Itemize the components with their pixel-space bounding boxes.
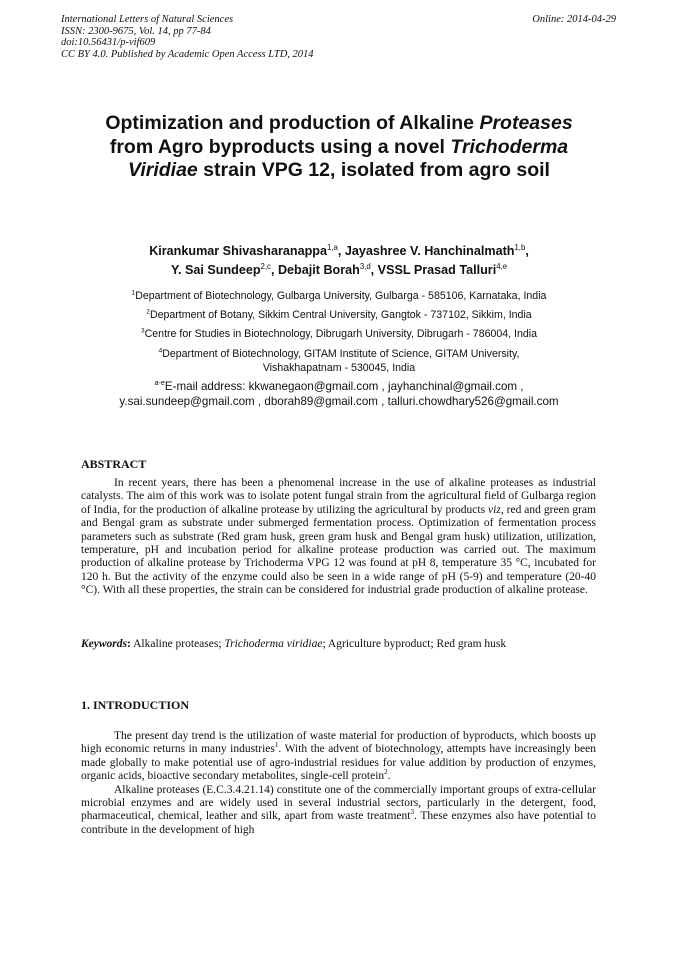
- author-name: VSSL Prasad Talluri: [377, 263, 497, 277]
- journal-header: [61, 14, 314, 60]
- affiliation-3: $^3$Centre for Studies in Biotechnology, Dibrugarh University, Dibrugarh - 786004, India: [140, 327, 538, 340]
- paper-title: Optimization and production of Alkaline Proteases from Agro byproducts using a novel Trichoderma Viridiae strain VPG 12, isolated from agro soil: [105, 112, 573, 181]
- issn-line: ISSN: 2300-9675, Vol. 14, pp 77-84: [61, 25, 211, 37]
- author-name: Debajit Borah: [277, 263, 360, 277]
- abstract-body: In recent years, there has been a phenomenal increase in the use of alkaline proteases as industrial catalysts. The aim of this work was to isolate potent fungal strain from the agricultural field of Gulbarga region of India, for the production of alkaline protease by utilizing the agricultural by products viz, red and green gram and Bengal gram as substrate under submerged fermentation process. Optimization of fermentation process parameters such as substrate (Red gram husk, green gram husk and Bengal gram husk) utilization, utilization, temperature, pH and incubation period for alkaline protease production was carried out. The maximum production of alkaline protease by Trichoderma VPG 12 was found at pH 8, temperature 35 °C, incubated for 120 h. But the activity of the enzyme could also be seen in a wide range of pH (5-9) and temperature (20-40 °C). With all these properties, the strain can be considered for industrial grade production of alkaline protease.: [81, 477, 596, 597]
- affiliations: [60, 287, 618, 377]
- email-addresses: $^{a-e}$E-mail address: kkwanegaon@gmail.com , jayhanchinal@gmail.com , y.sai.sundeep@gmail.com , dborah89@gmail.com , talluri.chowdhary526@gmail.com: [119, 378, 559, 408]
- author-list: [40, 242, 638, 280]
- abstract-heading: ABSTRACT: [81, 457, 147, 471]
- author-line-2: Y. Sai Sundeep$^{2,c}$, Debajit Borah$^{3,d}$, VSSL Prasad Talluri$^{4,e}$: [170, 261, 508, 277]
- introduction-heading: 1. INTRODUCTION: [81, 698, 190, 712]
- affiliation-1: $^1$Department of Biotechnology, Gulbarga University, Gulbarga - 585106, Karnataka, India: [131, 289, 547, 302]
- keywords-label: Keywords: [81, 638, 127, 650]
- introduction-body: [81, 730, 596, 837]
- journal-name: International Letters of Natural Sciences: [61, 14, 234, 25]
- doi-line: doi:10.56431/p-vif609: [61, 37, 156, 49]
- author-line-1: Kirankumar Shivasharanappa$^{1,a}$, Jayashree V. Hanchinalmath$^{1,b}$,: [149, 242, 529, 258]
- intro-paragraph-2: Alkaline proteases (E.C.3.4.21.14) constitute one of the commercially important groups of extra-cellular microbial enzymes and are widely used in several industrial sectors, particularly in the detergent, food, pharmaceutical, chemical, leather and silk, apart from waste treatment$^3$. These enzymes also have potential to contribute in the development of high: [81, 783, 596, 836]
- author-name: Jayashree V. Hanchinalmath: [344, 244, 515, 258]
- keywords-line: Keywords: Alkaline proteases; Trichoderma viridiae; Agriculture byproduct; Red gram husk: [81, 638, 507, 650]
- affiliation-4: $^4$Department of Biotechnology, GITAM Institute of Science, GITAM University, Vishakhapatnam - 530045, India: [158, 347, 520, 374]
- affiliation-2: $^2$Department of Botany, Sikkim Central University, Gangtok - 737102, Sikkim, India: [146, 308, 532, 321]
- intro-paragraph-1: The present day trend is the utilization of waste material for production of byproducts, which boosts up high economic returns in many industries$^1$. With the advent of biotechnology, attempts have increasingly been made globally to make potential use of agro-industrial residues for value addition by production of enzymes, organic acids, bioactive secondary metabolites, single-cell protein$^2$.: [81, 730, 597, 783]
- license-line: CC BY 4.0. Published by Academic Open Access LTD, 2014: [61, 48, 314, 60]
- author-name: Kirankumar Shivasharanappa: [149, 244, 327, 258]
- online-date: Online: 2014-04-29: [532, 14, 616, 25]
- author-name: Y. Sai Sundeep: [170, 263, 261, 277]
